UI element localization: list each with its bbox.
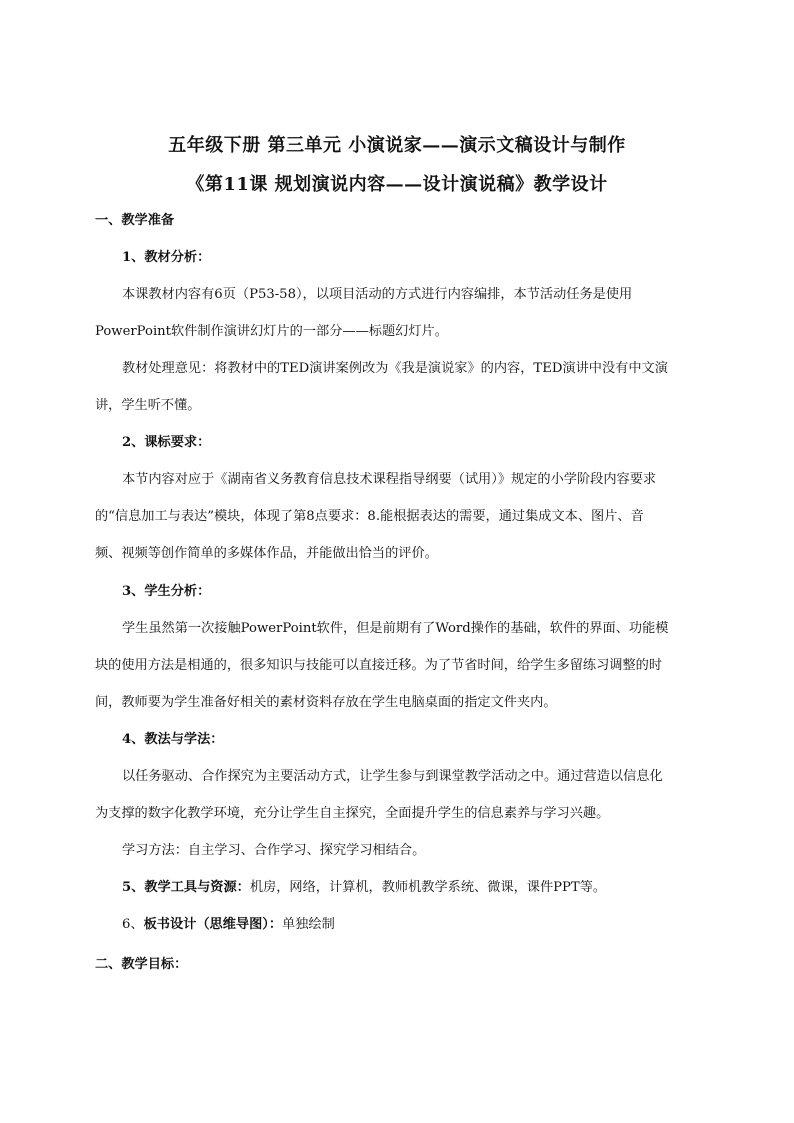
sub3-paragraph1-line2: 块的使用方法是相通的，很多知识与技能可以直接迁移。为了节省时间，给学生多留练习调整的时 [95, 658, 663, 673]
sub6-number: 6、 [122, 917, 144, 932]
sub6-text: 单独绘制 [282, 917, 335, 932]
sub1-paragraph2-line2: 讲，学生听不懂。 [95, 398, 201, 413]
sub4-paragraph1-line1: 以任务驱动、合作探究为主要活动方式，让学生参与到课堂教学活动之中。通过营造以信息化 [122, 769, 663, 784]
sub2-paragraph1-line3: 频、视频等创作简单的多媒体作品，并能做出恰当的评价。 [95, 546, 438, 561]
sub6-line [122, 916, 335, 934]
sub5-label: 5、教学工具与资源： [122, 880, 250, 895]
sub3-paragraph1-line3: 间，教师要为学生准备好相关的素材资料存放在学生电脑桌面的指定文件夹内。 [95, 695, 557, 710]
sub1-paragraph1-line1: 本课教材内容有6页（P53-58），以项目活动的方式进行内容编排，本节活动任务是使用 [122, 287, 633, 302]
sub5-line [122, 879, 606, 897]
sub2-paragraph1-line1: 本节内容对应于《湖南省义务教育信息技术课程指导纲要（试用）》规定的小学阶段内容要求 [122, 472, 657, 487]
sub1-heading: 1、教材分析： [122, 250, 211, 265]
sub1-paragraph1-line2: PowerPoint软件制作演讲幻灯片的一部分——标题幻灯片。 [95, 324, 448, 339]
sub1-paragraph2-line1: 教材处理意见：将教材中的TED演讲案例改为《我是演说家》的内容，TED演讲中没有中文演 [122, 361, 668, 376]
sub4-paragraph1-line2: 为支撑的数字化教学环境，充分让学生自主探究，全面提升学生的信息素养与学习兴趣。 [95, 806, 610, 821]
sub5-text: 机房，网络，计算机，教师机教学系统、微课，课件PPT等。 [249, 880, 607, 895]
sub3-heading: 3、学生分析： [122, 584, 211, 599]
section2-heading: 二、教学目标： [95, 957, 188, 972]
sub2-paragraph1-line2: 的“信息加工与表达”模块，体现了第8点要求：8.能根据表达的需要，通过集成文本、图片、音 [95, 509, 644, 524]
document-title-line2: 《第11课 规划演说内容——设计演说稿》教学设计 [186, 174, 608, 195]
section1-heading: 一、教学准备 [95, 213, 175, 228]
sub3-paragraph1-line1: 学生虽然第一次接触PowerPoint软件，但是前期有了Word操作的基础，软件的界面、功能模 [122, 621, 669, 636]
document-title-line1: 五年级下册 第三单元 小演说家——演示文稿设计与制作 [168, 135, 626, 156]
sub2-heading: 2、课标要求： [122, 435, 211, 450]
sub4-paragraph2: 学习方法：自主学习、合作学习、探究学习相结合。 [122, 843, 426, 858]
sub6-label: 板书设计（思维导图）： [143, 917, 283, 932]
sub4-heading: 4、教法与学法： [122, 732, 224, 747]
